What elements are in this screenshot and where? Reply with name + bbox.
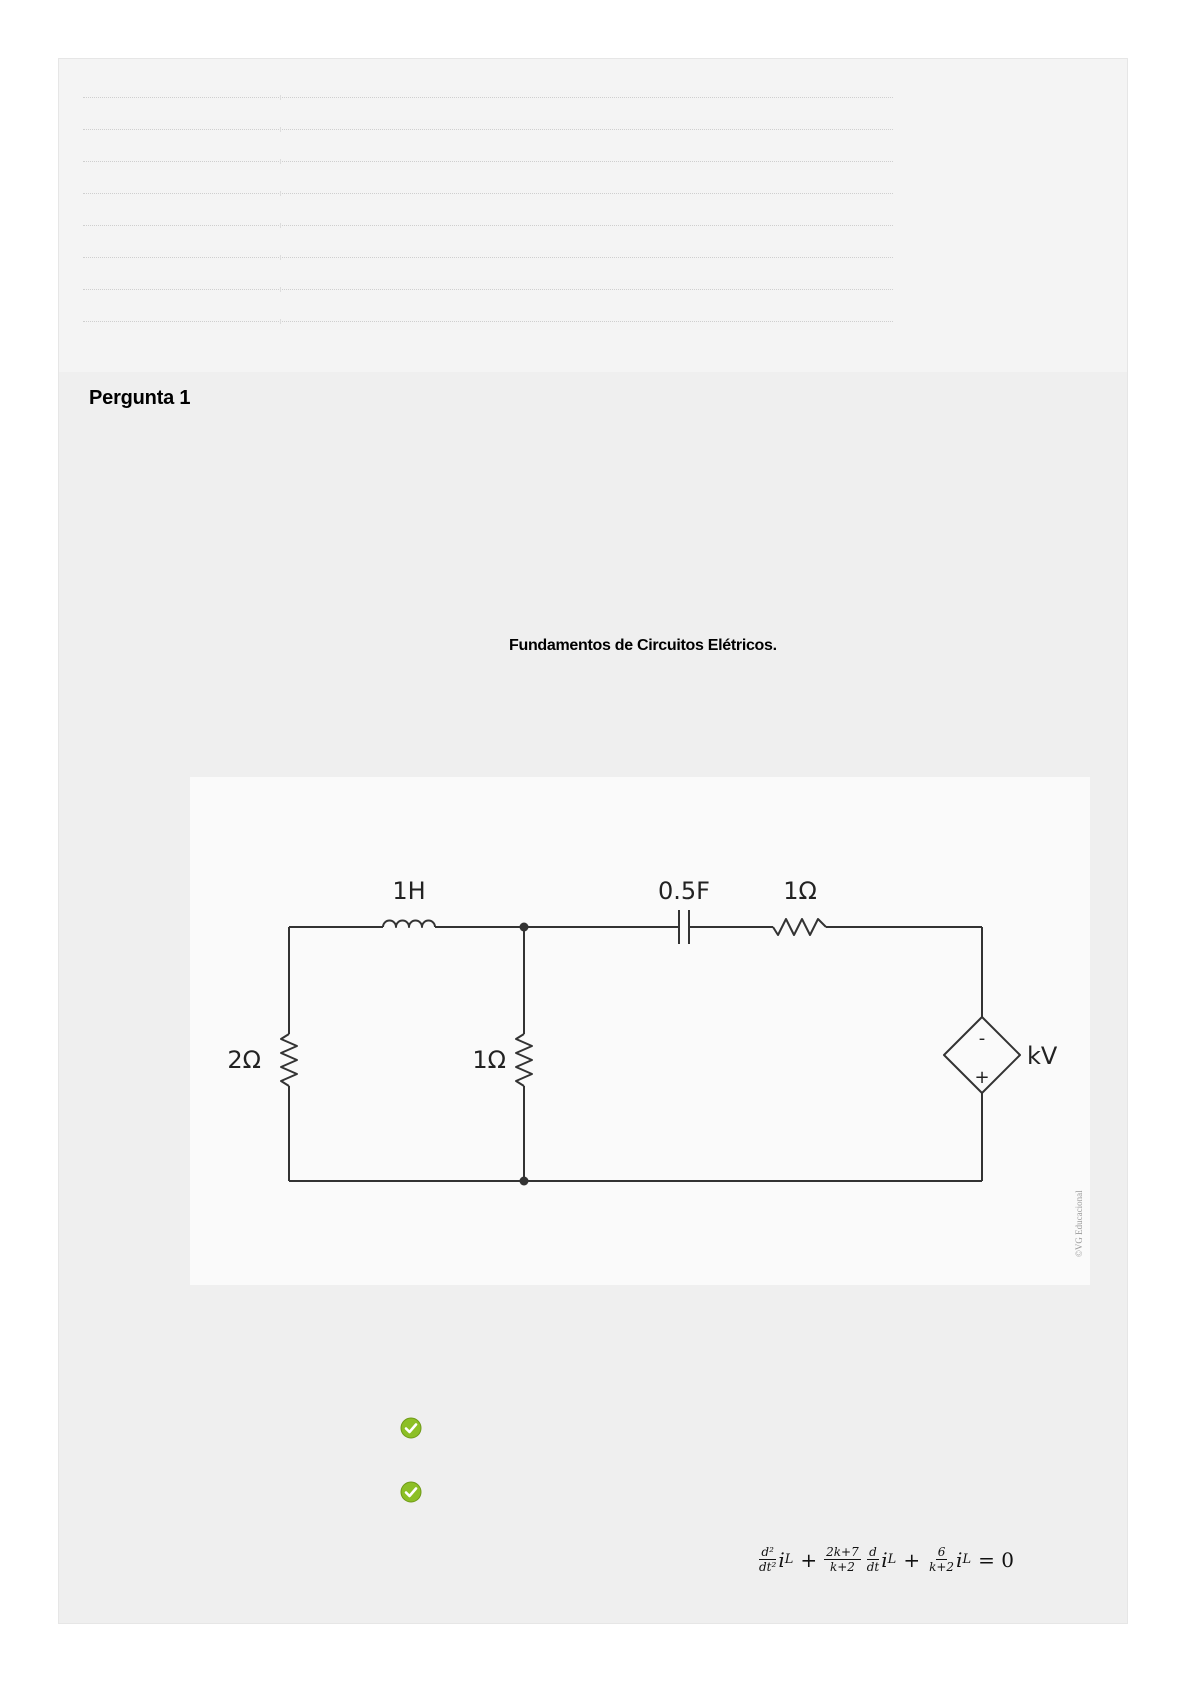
node-dot xyxy=(520,923,529,932)
correct-check-icon xyxy=(400,1417,422,1439)
source-minus: - xyxy=(978,1028,986,1049)
answer-equation: $\frac{\text{d²}}{\text{dt²}}$ i L + $\frac{2k+7}{k+2}$ $\frac{d}{dt}$ i L + $\frac{6}{k+2}$ i L = 0 xyxy=(759,1545,1014,1574)
watermark: ©VG Educacional xyxy=(1074,1190,1084,1257)
question-source: Fundamentos de Circuitos Elétricos. xyxy=(509,637,777,654)
circuit-diagram xyxy=(190,777,1090,1285)
first-coefficient: $\frac{2k+7}{k+2}$ xyxy=(826,1545,859,1574)
inductor-label: 1H xyxy=(392,877,426,905)
summary-row xyxy=(83,129,893,130)
summary-row xyxy=(83,257,893,258)
second-coefficient: $\frac{6}{k+2}$ xyxy=(929,1545,955,1574)
capacitor-label: 0.5F xyxy=(658,877,710,905)
left-resistor xyxy=(281,1034,297,1086)
summary-row xyxy=(83,161,893,162)
middle-resistor xyxy=(516,1034,532,1086)
left-resistor-label: 2Ω xyxy=(227,1046,261,1074)
series-resistor xyxy=(773,919,826,935)
first-derivative-operator: $\frac{d}{dt}$ xyxy=(866,1545,880,1574)
second-derivative-operator: $\frac{\text{d²}}{\text{dt²}}$ xyxy=(759,1545,777,1574)
inductor xyxy=(383,921,435,928)
series-resistor-label: 1Ω xyxy=(783,877,817,905)
summary-row xyxy=(83,97,893,98)
summary-row xyxy=(83,225,893,226)
summary-row xyxy=(83,193,893,194)
source-plus: + xyxy=(974,1067,990,1088)
circuit-svg xyxy=(190,777,1090,1285)
question-panel xyxy=(58,58,1128,1624)
node-dot xyxy=(520,1177,529,1186)
correct-check-icon xyxy=(400,1481,422,1503)
summary-row xyxy=(83,289,893,290)
summary-row xyxy=(83,321,893,322)
source-label: kV xyxy=(1027,1042,1058,1070)
summary-table xyxy=(59,59,1127,372)
middle-resistor-label: 1Ω xyxy=(472,1046,506,1074)
question-title: Pergunta 1 xyxy=(89,387,191,409)
